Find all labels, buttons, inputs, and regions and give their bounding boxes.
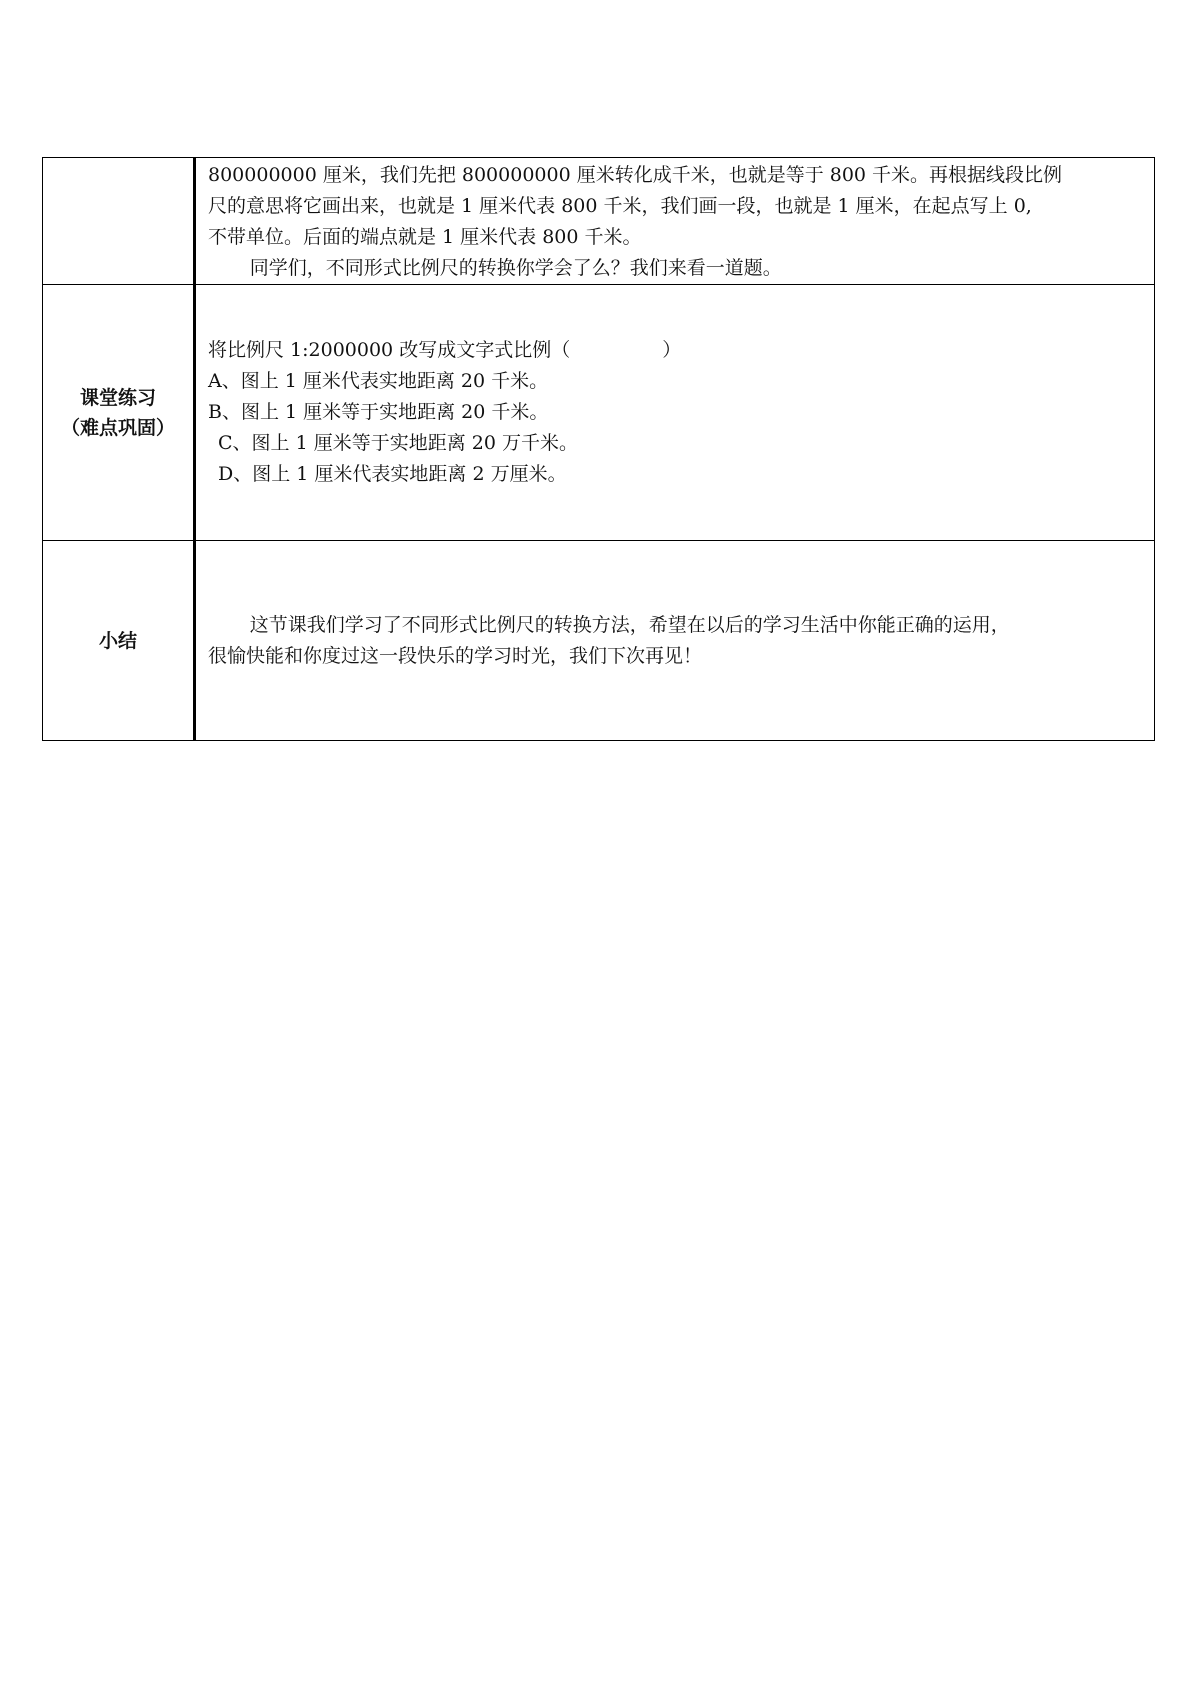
summary-content bbox=[195, 541, 1155, 741]
question-prefix: 将比例尺 1:2000000 改写成文字式比例（ bbox=[208, 339, 571, 361]
exercise-label-cell bbox=[43, 285, 195, 541]
exercise-content bbox=[195, 285, 1155, 541]
option-b: B、图上 1 厘米等于实地距离 20 千米。 bbox=[208, 401, 549, 423]
exercise-label: 课堂练习 bbox=[79, 386, 156, 409]
lesson-table bbox=[42, 157, 1155, 741]
option-d: D、图上 1 厘米代表实地距离 2 万厘米。 bbox=[218, 463, 567, 485]
table-row-summary bbox=[43, 541, 1155, 741]
table-row-exercise bbox=[43, 285, 1155, 541]
continuation-line-3: 不带单位。后面的端点就是 1 厘米代表 800 千米。 bbox=[208, 226, 642, 248]
summary-label: 小结 bbox=[98, 629, 137, 652]
summary-line-1: 这节课我们学习了不同形式比例尺的转换方法，希望在以后的学习生活中你能正确的运用， bbox=[249, 613, 1010, 636]
continuation-content bbox=[195, 158, 1155, 285]
continuation-line-2: 尺的意思将它画出来，也就是 1 厘米代表 800 千米，我们画一段，也就是 1 厘米，在起点写上 0, bbox=[208, 195, 1032, 217]
exercise-question bbox=[208, 335, 1142, 366]
continuation-line-1: 800000000 厘米，我们先把 800000000 厘米转化成千米，也就是等于 800 千米。再根据线段比例 bbox=[208, 164, 1063, 186]
option-a: A、图上 1 厘米代表实地距离 20 千米。 bbox=[208, 370, 549, 392]
continuation-line-4: 同学们，不同形式比例尺的转换你学会了么？我们来看一道题。 bbox=[249, 257, 782, 279]
option-c: C、图上 1 厘米等于实地距离 20 万千米。 bbox=[218, 432, 578, 454]
question-suffix: ） bbox=[662, 339, 682, 361]
table-row-continuation bbox=[43, 158, 1155, 285]
empty-label-cell bbox=[43, 158, 195, 285]
summary-label-cell bbox=[43, 541, 195, 741]
exercise-sublabel: （难点巩固） bbox=[60, 416, 175, 439]
summary-line-2: 很愉快能和你度过这一段快乐的学习时光，我们下次再见！ bbox=[208, 644, 703, 667]
